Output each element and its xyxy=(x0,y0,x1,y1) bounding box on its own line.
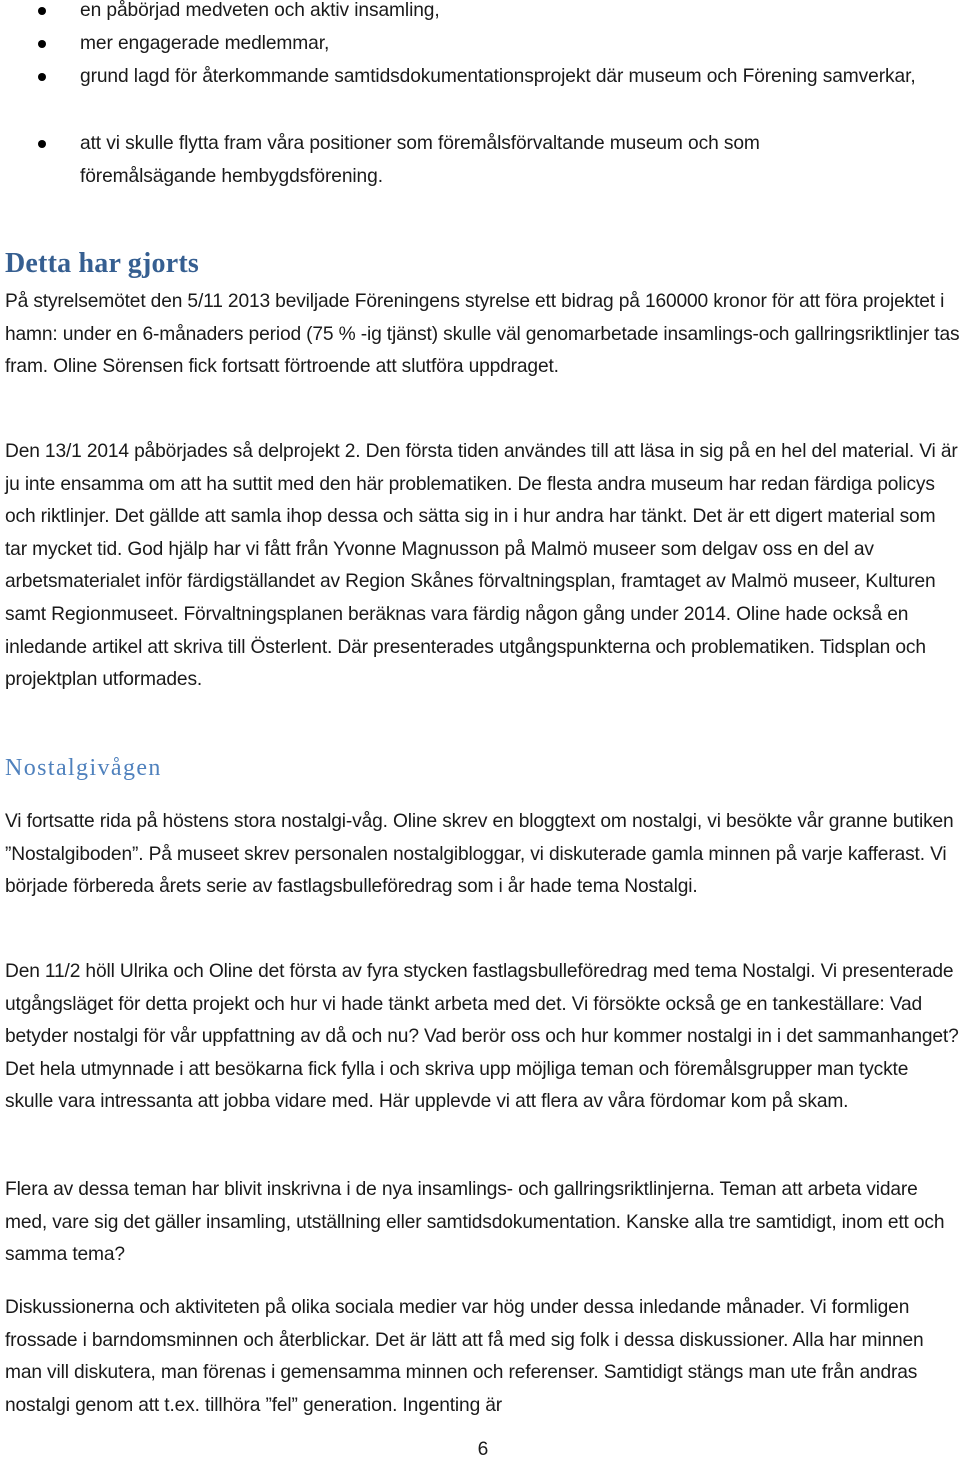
body-paragraph: Den 13/1 2014 påbörjades så delprojekt 2. Den första tiden användes till att läsa in sig på en hel del material. Vi är ju inte ensamma om att ha suttit med den här problematiken. De flesta andra museum har redan färdiga policys och riktlinjer. Det gällde att samla ihop dessa och sätta sig in i hur andra har tänkt. Det är ett digert material som tar mycket tid. God hjälp har vi fått från Yvonne Magnusson på Malmö museer som delgav oss en del av arbetsmaterialet inför färdigställandet av Region Skånes förvaltningsplan, framtaget av Malmö museer, Kulturen samt Regionmuseet. Förvaltningsplanen beräknas vara färdig någon gång under 2014. Oline hade också en inledande artikel att skriva till Österlent. Där presenterades utgångspunkterna och problematiken. Tidsplan och projektplan utformades. xyxy=(5,441,958,691)
body-paragraph: Flera av dessa teman har blivit inskrivna i de nya insamlings- och gallringsriktlinjerna. Teman att arbeta vidare med, vare sig det gäller insamling, utställning eller samtidsdokumentation. Kanske alla tre samtidigt, inom ett och samma tema? xyxy=(5,1179,945,1266)
bullet-dot-icon xyxy=(38,7,46,15)
section-heading: Detta har gjorts xyxy=(5,248,199,279)
bullet-dot-icon xyxy=(38,140,46,148)
bullet-item xyxy=(0,61,940,94)
body-paragraph: På styrelsemötet den 5/11 2013 beviljade Föreningens styrelse ett bidrag på 160000 kronor för att föra projektet i hamn: under en 6-månaders period (75 % -ig tjänst) skulle väl genomarbetade insamlings-och gallringsriktlinjer tas fram. Oline Sörensen fick fortsatt förtroende att slutföra uppdraget. xyxy=(5,291,960,378)
body-paragraph: Vi fortsatte rida på höstens stora nostalgi-våg. Oline skrev en bloggtext om nostalgi, vi besökte vår granne butiken ”Nostalgiboden”. På museet skrev personalen nostalgibloggar, vi diskuterade gamla minnen på varje kafferast. Vi började förbereda årets serie av fastlagsbulleföredrag som i år hade tema Nostalgi. xyxy=(5,811,954,898)
body-paragraph: Diskussionerna och aktiviteten på olika sociala medier var hög under dessa inledande månader. Vi formligen frossade i barndomsminnen och återblickar. Det är lätt att få med sig folk i dessa diskussioner. Alla har minnen man vill diskutera, man förenas i gemensamma minnen och referenser. Samtidigt stängs man ute från andras nostalgi genom att t.ex. tillhöra ”fel” generation. Ingenting är xyxy=(5,1297,924,1416)
subsection-heading: Nostalgivågen xyxy=(5,755,162,781)
bullet-text: att vi skulle flytta fram våra positioner som föremålsförvaltande museum och som föremålsägande hembygdsförening. xyxy=(80,133,760,187)
bullet-dot-icon xyxy=(38,73,46,81)
bullet-item xyxy=(0,0,960,28)
bullet-dot-icon xyxy=(38,40,46,48)
bullet-text: grund lagd för återkommande samtidsdokumentationsprojekt där museum och Förening samverkar, xyxy=(80,66,916,87)
bullet-item xyxy=(0,28,960,61)
bullet-text: en påbörjad medveten och aktiv insamling, xyxy=(80,0,440,21)
body-paragraph: Den 11/2 höll Ulrika och Oline det första av fyra stycken fastlagsbulleföredrag med tema Nostalgi. Vi presenterade utgångsläget för detta projekt och hur vi hade tänkt arbeta med det. Vi försökte också ge en tankeställare: Vad betyder nostalgi för vår uppfattning av då och nu? Vad berör oss och hur kommer nostalgi in i det sammanhanget? Det hela utmynnade i att besökarna fick fylla i och skriva upp möjliga teman och föremålsgrupper man tyckte skulle vara intressanta att jobba vidare med. Här upplevde vi att flera av våra fördomar kom på skam. xyxy=(5,961,959,1113)
page-number: 6 xyxy=(477,1439,489,1460)
bullet-text: mer engagerade medlemmar, xyxy=(80,33,330,54)
bullet-item xyxy=(0,128,880,193)
